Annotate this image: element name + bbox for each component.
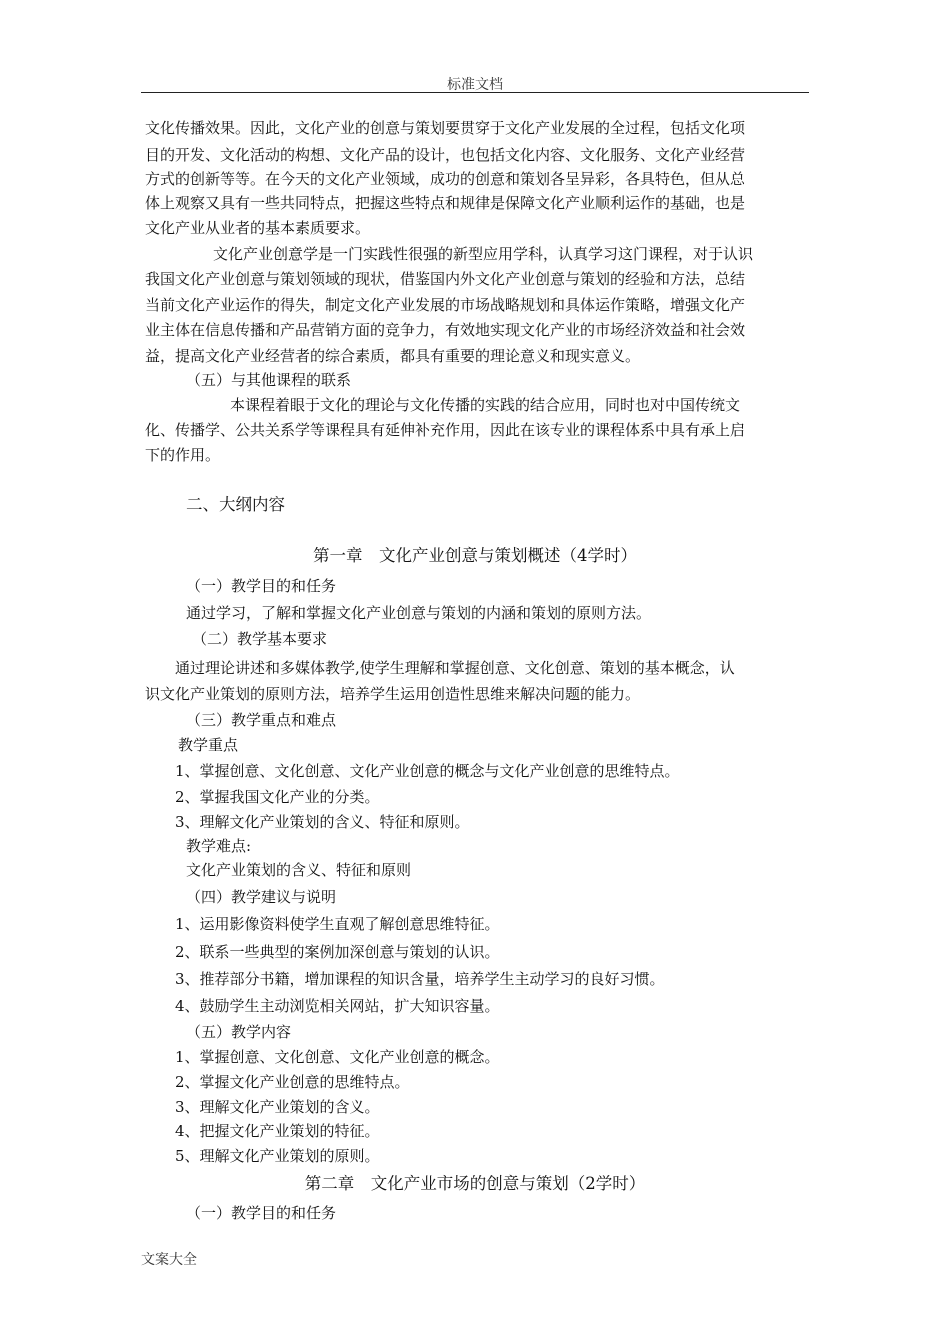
list-item: 2、联系一些典型的案例加深创意与策划的认识。 bbox=[175, 943, 500, 961]
text-line: 通过理论讲述和多媒体教学,使学生理解和掌握创意、文化创意、策划的基本概念，认 bbox=[175, 659, 735, 677]
header-rule bbox=[141, 92, 809, 93]
list-item: 4、把握文化产业策划的特征。 bbox=[175, 1122, 380, 1140]
list-item: 1、掌握创意、文化创意、文化产业创意的概念与文化产业创意的思维特点。 bbox=[175, 762, 680, 780]
list-item: 3、理解文化产业策划的含义、特征和原则。 bbox=[175, 813, 470, 831]
text-line: 通过学习，了解和掌握文化产业创意与策划的内涵和策划的原则方法。 bbox=[186, 604, 652, 622]
chapter-2-title: 第二章 文化产业市场的创意与策划（2学时） bbox=[304, 1174, 646, 1193]
text-line: 文化产业创意学是一门实践性很强的新型应用学科，认真学习这门课程，对于认识 bbox=[213, 245, 754, 263]
list-item: 1、掌握创意、文化创意、文化产业创意的概念。 bbox=[175, 1048, 500, 1066]
text-line: 当前文化产业运作的得失，制定文化产业发展的市场战略规划和具体运作策略，增强文化产 bbox=[145, 296, 746, 314]
text-line: 教学难点: bbox=[186, 837, 252, 855]
subsection-heading: （五）教学内容 bbox=[186, 1023, 292, 1041]
text-line: 化、传播学、公共关系学等课程具有延伸补充作用，因此在该专业的课程体系中具有承上启 bbox=[145, 421, 746, 439]
text-line: 下的作用。 bbox=[145, 446, 221, 464]
subsection-heading: （三）教学重点和难点 bbox=[186, 711, 337, 729]
text-line: 文化产业从业者的基本素质要求。 bbox=[145, 219, 371, 237]
text-line: 体上观察又具有一些共同特点，把握这些特点和规律是保障文化产业顺利运作的基础，也是 bbox=[145, 194, 746, 212]
subsection-heading: （一）教学目的和任务 bbox=[186, 1204, 337, 1222]
page-header: 标准文档 bbox=[447, 77, 503, 93]
text-line: 文化传播效果。因此，文化产业的创意与策划要贯穿于文化产业发展的全过程，包括文化项 bbox=[145, 119, 746, 137]
list-item: 2、掌握我国文化产业的分类。 bbox=[175, 788, 380, 806]
list-item: 3、推荐部分书籍，增加课程的知识含量，培养学生主动学习的良好习惯。 bbox=[175, 970, 665, 988]
text-line: 我国文化产业创意与策划领域的现状，借鉴国内外文化产业创意与策划的经验和方法，总结 bbox=[145, 270, 746, 288]
text-line: 本课程着眼于文化的理论与文化传播的实践的结合应用，同时也对中国传统文 bbox=[230, 396, 741, 414]
text-line: 业主体在信息传播和产品营销方面的竞争力，有效地实现文化产业的市场经济效益和社会效 bbox=[145, 321, 746, 339]
text-line: 方式的创新等等。在今天的文化产业领域，成功的创意和策划各呈异彩，各具特色，但从总 bbox=[145, 170, 746, 188]
subsection-heading: （二）教学基本要求 bbox=[192, 630, 328, 648]
text-line: 文化产业策划的含义、特征和原则 bbox=[186, 861, 412, 879]
list-item: 5、理解文化产业策划的原则。 bbox=[175, 1147, 380, 1165]
list-item: 1、运用影像资料使学生直观了解创意思维特征。 bbox=[175, 915, 500, 933]
text-line: 识文化产业策划的原则方法，培养学生运用创造性思维来解决问题的能力。 bbox=[145, 685, 641, 703]
text-line: 益，提高文化产业经营者的综合素质，都具有重要的理论意义和现实意义。 bbox=[145, 347, 641, 365]
subsection-heading: （一）教学目的和任务 bbox=[186, 577, 337, 595]
text-line: 目的开发、文化活动的构想、文化产品的设计，也包括文化内容、文化服务、文化产业经营 bbox=[145, 146, 746, 164]
subsection-heading: （五）与其他课程的联系 bbox=[186, 371, 352, 389]
text-line: 教学重点 bbox=[178, 736, 239, 754]
subsection-heading: （四）教学建议与说明 bbox=[186, 888, 337, 906]
list-item: 4、鼓励学生主动浏览相关网站，扩大知识容量。 bbox=[175, 997, 500, 1015]
list-item: 2、掌握文化产业创意的思维特点。 bbox=[175, 1073, 410, 1091]
list-item: 3、理解文化产业策划的含义。 bbox=[175, 1098, 380, 1116]
chapter-1-title: 第一章 文化产业创意与策划概述（4学时） bbox=[313, 546, 637, 565]
outline-heading: 二、大纲内容 bbox=[186, 495, 285, 514]
page-footer: 文案大全 bbox=[141, 1252, 197, 1268]
